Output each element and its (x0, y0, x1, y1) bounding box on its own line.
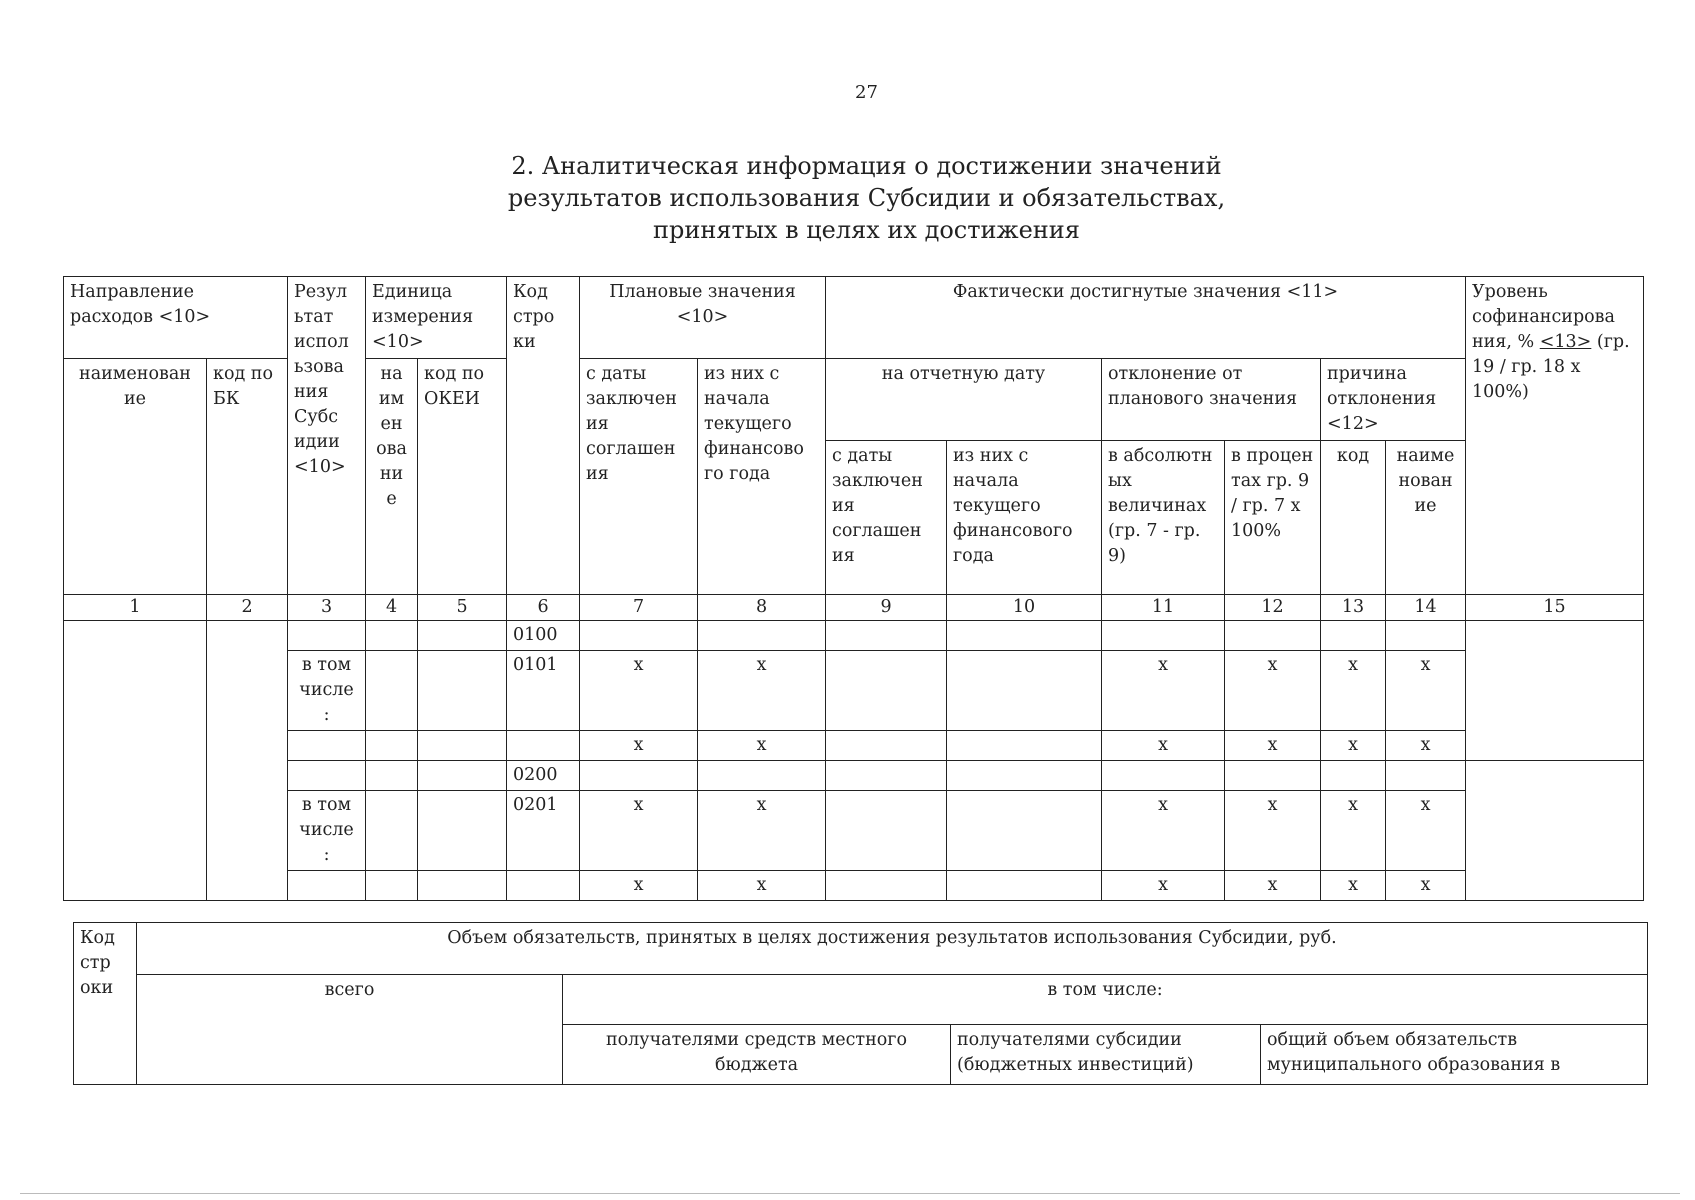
cell-mark: х (1386, 791, 1466, 871)
header-act-from-date: с даты заключен ия соглашен ия (826, 441, 947, 595)
cell (826, 731, 947, 761)
cell (366, 651, 418, 731)
cell-mark: х (698, 651, 826, 731)
header-plan-from-date: с даты заключен ия соглашен ия (580, 359, 698, 595)
cell (1225, 761, 1321, 791)
cell-name (64, 621, 207, 901)
table-row (64, 651, 1644, 731)
title-line-2: результатов использования Субсидии и обязательствах, (507, 184, 1226, 212)
cell-mark: х (1225, 651, 1321, 731)
cell-mark: х (1225, 791, 1321, 871)
header-reason-code: код (1321, 441, 1386, 595)
header-cofinancing (1466, 277, 1644, 595)
header-dev-pct: в процен тах гр. 9 / гр. 7 х 100% (1225, 441, 1321, 595)
cell (947, 871, 1102, 901)
header-reason-name: наиме нован ие (1386, 441, 1466, 595)
header-line-code: Код стро ки (507, 277, 580, 595)
cell-mark: х (1102, 791, 1225, 871)
cell-mark: х (580, 651, 698, 731)
header-line-code-2: Код стр оки (74, 923, 137, 1085)
cell (1102, 761, 1225, 791)
cell-including-label: в том числе : (288, 651, 366, 731)
cell-mark: х (1102, 731, 1225, 761)
table-row (64, 761, 1644, 791)
col-number: 11 (1102, 595, 1225, 621)
cell (418, 791, 507, 871)
table-row (64, 791, 1644, 871)
cell-line-code: 0101 (507, 651, 580, 731)
cell (507, 731, 580, 761)
header-direction: Направление расходов <10> (64, 277, 288, 359)
header-municipal: общий объем обязательств муниципального образования в (1261, 1025, 1648, 1085)
cell-mark: х (580, 871, 698, 901)
cell (418, 621, 507, 651)
cell (947, 731, 1102, 761)
header-dev-abs: в абсолютн ых величинах (гр. 7 - гр. 9) (1102, 441, 1225, 595)
cell (418, 871, 507, 901)
header-name: наименован ие (64, 359, 207, 595)
col-number: 2 (207, 595, 288, 621)
cell-mark: х (698, 871, 826, 901)
column-numbers-row (64, 595, 1644, 621)
cell-cofinancing (1466, 761, 1644, 901)
header-result: Резул ьтат испол ьзова ния Субс идии <10> (288, 277, 366, 595)
table-row (64, 731, 1644, 761)
title-line-3: принятых в целях их достижения (653, 216, 1080, 244)
col-number: 5 (418, 595, 507, 621)
cell (1225, 621, 1321, 651)
cell-mark: х (580, 731, 698, 761)
header-bk-code: код по БК (207, 359, 288, 595)
cell (1102, 621, 1225, 651)
header-report-date: на отчетную дату (826, 359, 1102, 441)
cell-line-code: 0100 (507, 621, 580, 651)
cell (580, 761, 698, 791)
header-deviation: отклонение от планового значения (1102, 359, 1321, 441)
cell (507, 871, 580, 901)
cell-cofinancing (1466, 621, 1644, 761)
header-subsidy: получателями субсидии (бюджетных инвестиций) (951, 1025, 1261, 1085)
cell (698, 761, 826, 791)
cell (826, 871, 947, 901)
cell (288, 621, 366, 651)
cell-mark: х (1321, 791, 1386, 871)
col-number: 7 (580, 595, 698, 621)
cell-mark: х (1225, 871, 1321, 901)
cell-mark: х (580, 791, 698, 871)
cell (947, 791, 1102, 871)
col-number: 14 (1386, 595, 1466, 621)
col-number: 10 (947, 595, 1102, 621)
header-total: всего (137, 975, 563, 1085)
cell (826, 791, 947, 871)
header-planned: Плановые значения <10> (580, 277, 826, 359)
header-reason: причина отклонения <12> (1321, 359, 1466, 441)
cell-line-code: 0200 (507, 761, 580, 791)
cell (826, 761, 947, 791)
cofinancing-formula: (гр. 19 / гр. 18 х 100%) (1472, 332, 1630, 402)
cell (826, 621, 947, 651)
title-line-1: 2. Аналитическая информация о достижении значений (511, 152, 1222, 180)
col-number: 3 (288, 595, 366, 621)
cell (418, 731, 507, 761)
col-number: 15 (1466, 595, 1644, 621)
cell (288, 731, 366, 761)
col-number: 9 (826, 595, 947, 621)
col-number: 13 (1321, 595, 1386, 621)
header-obligations-volume: Объем обязательств, принятых в целях достижения результатов использования Субсидии, руб. (137, 923, 1648, 975)
header-actual: Фактически достигнутые значения <11> (826, 277, 1466, 359)
achievement-table (63, 276, 1644, 901)
header-unit-name: на им ен ова ни е (366, 359, 418, 595)
cell (366, 791, 418, 871)
cell (366, 731, 418, 761)
table-row (64, 871, 1644, 901)
cell (580, 621, 698, 651)
cofinancing-label: Уровень софинансирова ния, % (1472, 282, 1615, 352)
col-number: 12 (1225, 595, 1321, 621)
cell-mark: х (1225, 731, 1321, 761)
cell-mark: х (1321, 731, 1386, 761)
cell-mark: х (698, 731, 826, 761)
cell (366, 761, 418, 791)
table-row (64, 621, 1644, 651)
cell (1386, 761, 1466, 791)
col-number: 8 (698, 595, 826, 621)
section-title (0, 150, 1695, 246)
cell-mark: х (1321, 651, 1386, 731)
cell (1321, 621, 1386, 651)
header-plan-from-year: из них с начала текущего финансово го года (698, 359, 826, 595)
cell (947, 761, 1102, 791)
cell-line-code: 0201 (507, 791, 580, 871)
cell-mark: х (1386, 651, 1466, 731)
obligations-table (73, 922, 1648, 1085)
cell (947, 621, 1102, 651)
header-including: в том числе: (563, 975, 1648, 1025)
header-local-budget: получателями средств местного бюджета (563, 1025, 951, 1085)
page-number: 27 (855, 82, 878, 103)
cell (418, 761, 507, 791)
cell-mark: х (698, 791, 826, 871)
cell (418, 651, 507, 731)
cell (366, 871, 418, 901)
cofinancing-link: <13> (1539, 332, 1592, 352)
cell-mark: х (1102, 871, 1225, 901)
cell-mark: х (1386, 871, 1466, 901)
cell-mark: х (1386, 731, 1466, 761)
cell (698, 621, 826, 651)
cell (826, 651, 947, 731)
header-unit: Единица измерения <10> (366, 277, 507, 359)
page-bottom-edge (20, 1193, 1680, 1194)
col-number: 6 (507, 595, 580, 621)
cell-mark: х (1321, 871, 1386, 901)
cell-including-label: в том числе : (288, 791, 366, 871)
cell (288, 761, 366, 791)
cell-bk-code (207, 621, 288, 901)
cell-mark: х (1102, 651, 1225, 731)
col-number: 1 (64, 595, 207, 621)
header-act-from-year: из них с начала текущего финансового года (947, 441, 1102, 595)
cell (1386, 621, 1466, 651)
cell (366, 621, 418, 651)
header-okei: код по ОКЕИ (418, 359, 507, 595)
cell (947, 651, 1102, 731)
col-number: 4 (366, 595, 418, 621)
cell (1321, 761, 1386, 791)
cell (288, 871, 366, 901)
